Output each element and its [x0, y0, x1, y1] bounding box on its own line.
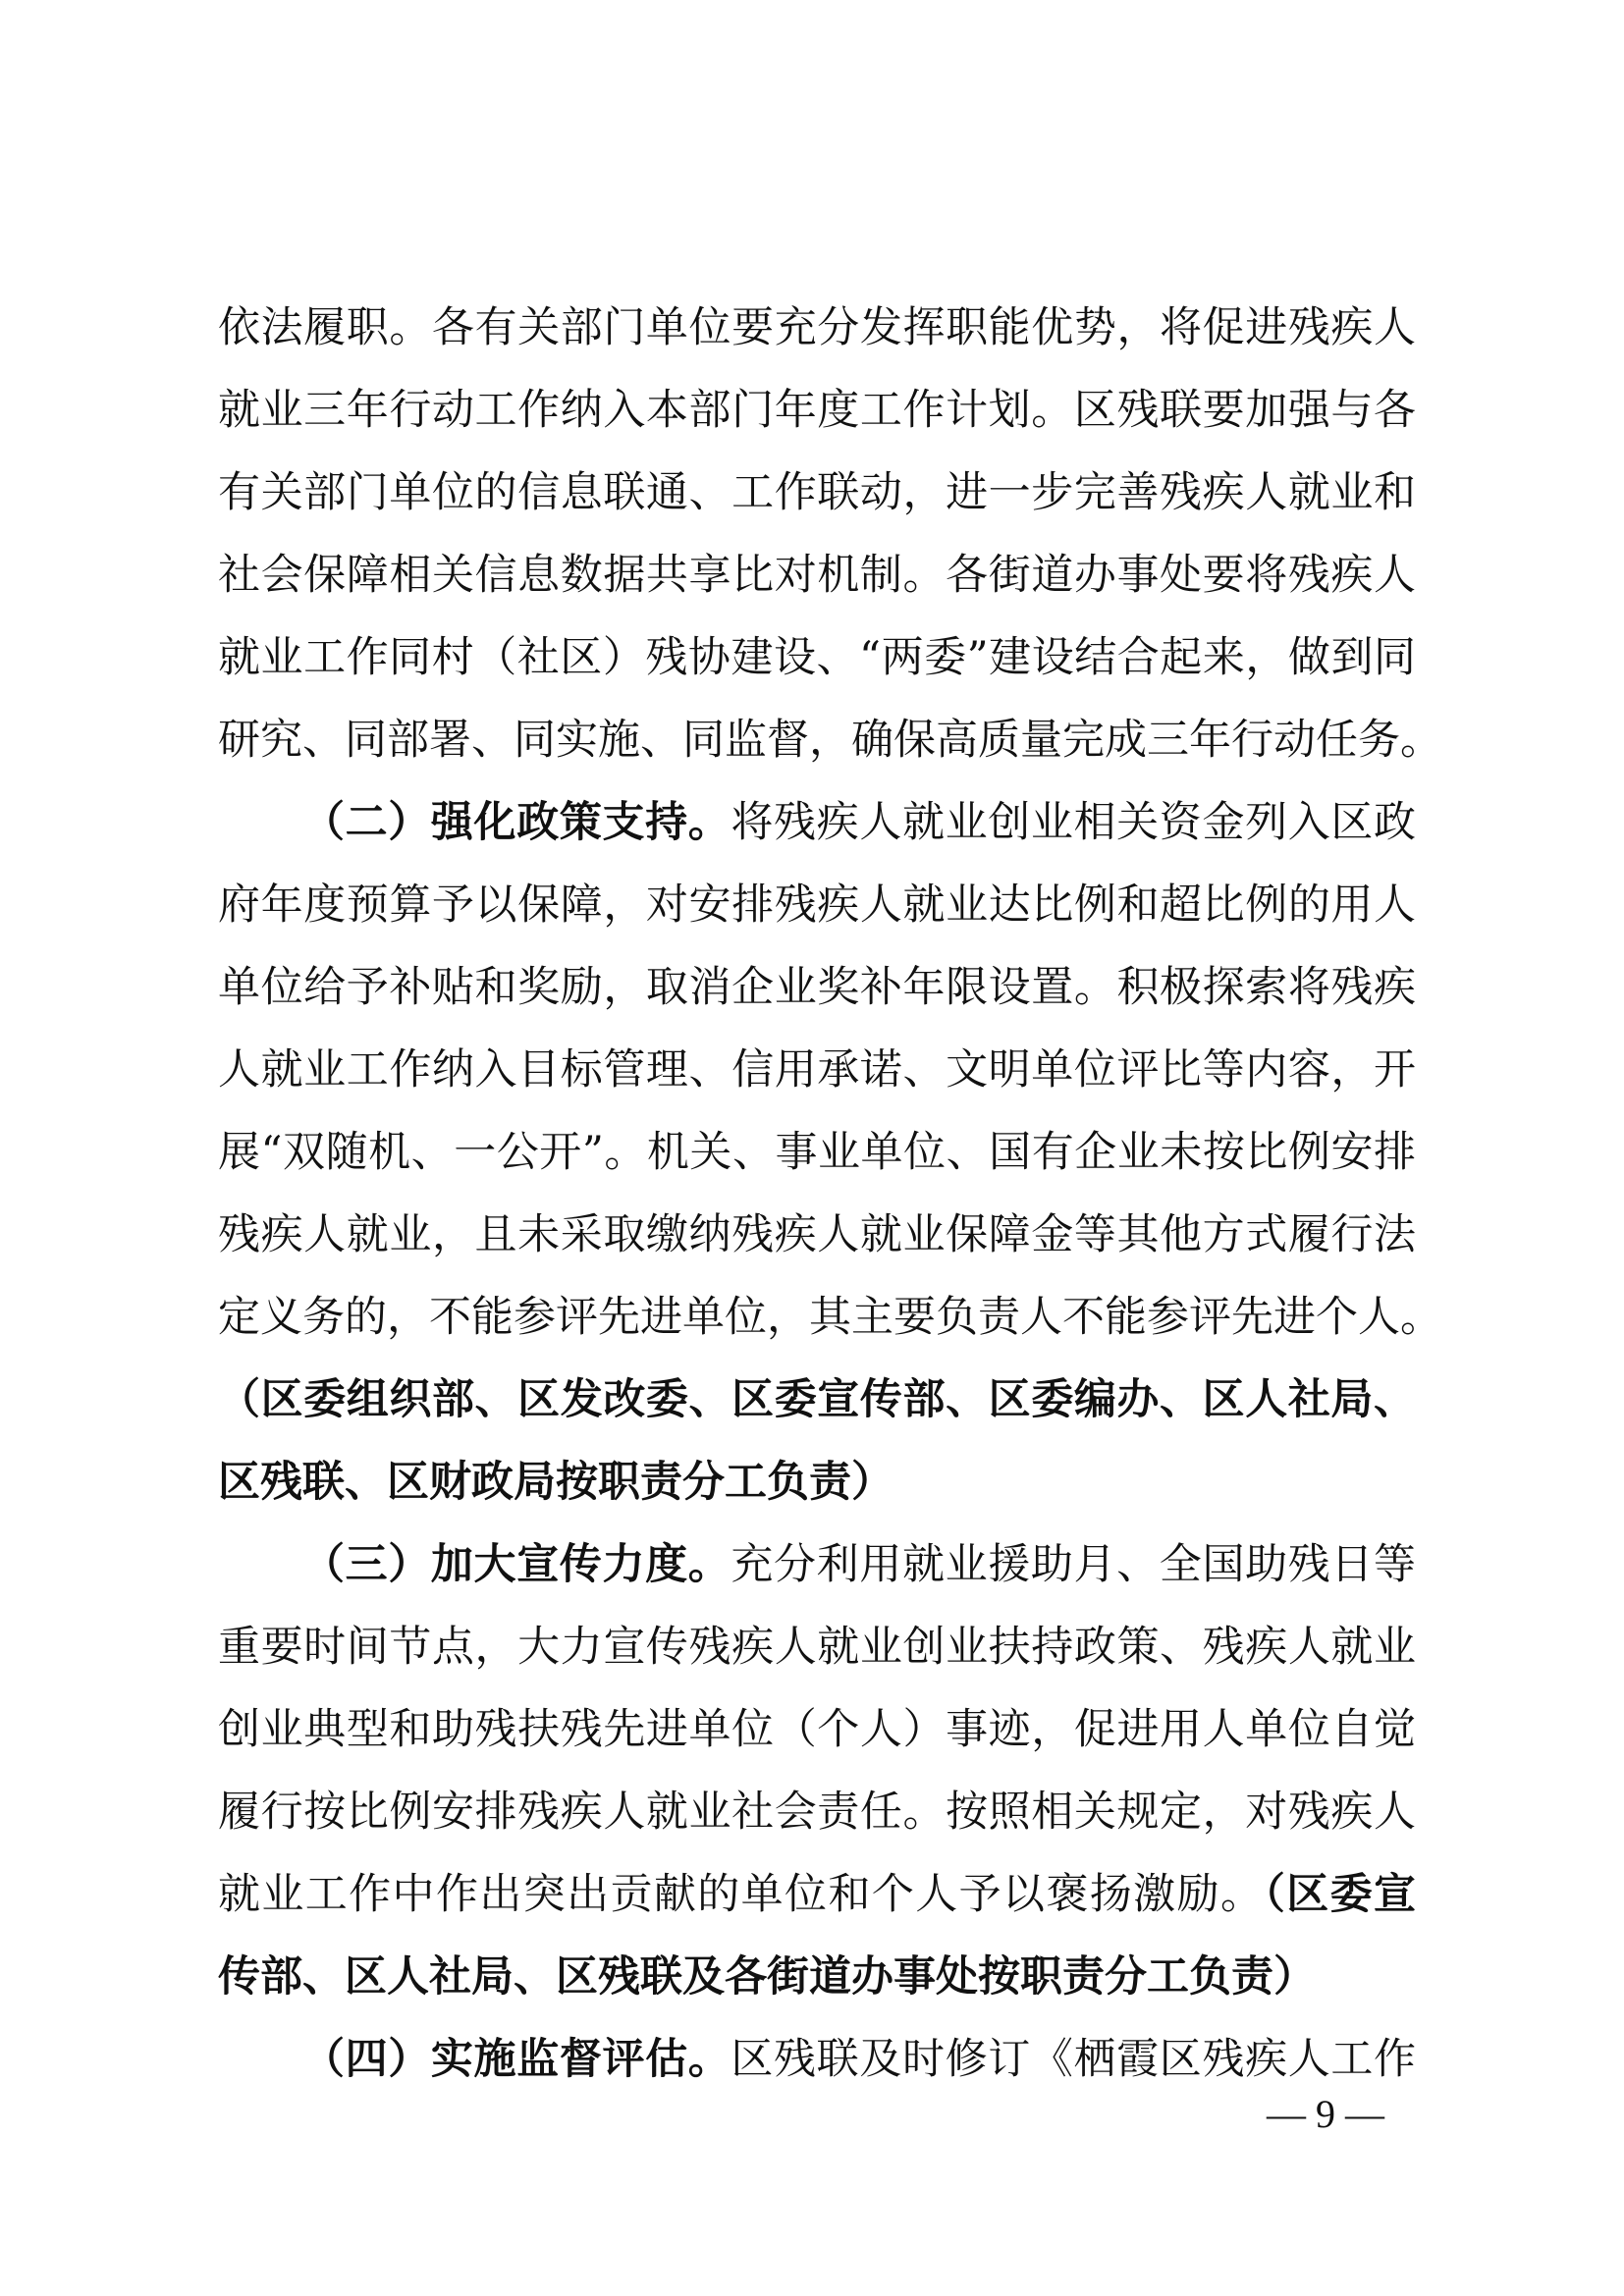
- text-line: [218, 1853, 1416, 1936]
- document-body: [218, 287, 1442, 2101]
- section-heading-line: [218, 2018, 1416, 2101]
- section-heading-4: （四）实施监督评估。: [302, 2035, 731, 2084]
- text-span: 社会保障相关信息数据共享比对机制。各街道办事处要将残疾人: [218, 551, 1416, 600]
- text-span: 履行按比例安排残疾人就业社会责任。按照相关规定，对残疾人: [218, 1788, 1416, 1837]
- text-line: [218, 616, 1416, 699]
- responsibility-note: 传部、区人社局、区残联及各街道办事处按职责分工负责）: [218, 1952, 1316, 2002]
- page-number: — 9 —: [1267, 2092, 1384, 2136]
- text-span: 将残疾人就业创业相关资金列入区政: [731, 798, 1417, 847]
- responsibility-note: （区委组织部、区发改委、区委宣传部、区委编办、区人社局、: [218, 1375, 1416, 1424]
- text-line: [218, 369, 1416, 452]
- text-span: 依法履职。各有关部门单位要充分发挥职能优势，将促进残疾人: [218, 303, 1416, 352]
- section-heading-2: （二）强化政策支持。: [302, 798, 731, 847]
- text-span: 残疾人就业，且未采取缴纳残疾人就业保障金等其他方式履行法: [218, 1210, 1416, 1259]
- responsibility-note: 区残联、区财政局按职责分工负责）: [218, 1458, 893, 1507]
- text-span: 人就业工作纳入目标管理、信用承诺、文明单位评比等内容，开: [218, 1045, 1416, 1095]
- text-span: 有关部门单位的信息联通、工作联动，进一步完善残疾人就业和: [218, 468, 1416, 517]
- text-line: [218, 699, 1442, 781]
- text-line: [218, 1359, 1416, 1441]
- responsibility-note: （区委宣: [1264, 1870, 1417, 1919]
- text-span: 就业工作同村（社区）残协建设、“两委”建设结合起来，做到同: [218, 633, 1416, 682]
- text-line: [218, 946, 1416, 1029]
- text-line: [218, 1771, 1416, 1853]
- text-line: [218, 864, 1416, 946]
- text-span: 就业三年行动工作纳入本部门年度工作计划。区残联要加强与各: [218, 386, 1416, 435]
- text-span: 展“双随机、一公开”。机关、事业单位、国有企业未按比例安排: [218, 1128, 1416, 1177]
- text-line: [218, 1936, 1416, 2018]
- text-line: [218, 287, 1416, 369]
- text-line: [218, 1029, 1416, 1111]
- text-span: 区残联及时修订《栖霞区残疾人工作: [731, 2035, 1417, 2084]
- text-line: [218, 1606, 1416, 1688]
- section-heading-3: （三）加大宣传力度。: [302, 1540, 731, 1589]
- text-span: 充分利用就业援助月、全国助残日等: [731, 1540, 1417, 1589]
- text-line: [218, 1441, 1416, 1523]
- text-line: [218, 534, 1416, 616]
- text-span: 重要时间节点，大力宣传残疾人就业创业扶持政策、残疾人就业: [218, 1623, 1416, 1672]
- text-span: 研究、同部署、同实施、同监督，确保高质量完成三年行动任务。: [218, 716, 1442, 765]
- text-line: [218, 1194, 1416, 1276]
- section-heading-line: [218, 781, 1416, 864]
- text-span: 创业典型和助残扶残先进单位（个人）事迹，促进用人单位自觉: [218, 1705, 1416, 1754]
- text-span: 府年度预算予以保障，对安排残疾人就业达比例和超比例的用人: [218, 881, 1416, 930]
- text-span: 定义务的，不能参评先进单位，其主要负责人不能参评先进个人。: [218, 1293, 1442, 1342]
- text-line: [218, 1688, 1416, 1771]
- text-line: [218, 1276, 1442, 1359]
- text-line: [218, 1111, 1416, 1194]
- text-span: 单位给予补贴和奖励，取消企业奖补年限设置。积极探索将残疾: [218, 963, 1416, 1012]
- text-span: 就业工作中作出突出贡献的单位和个人予以褒扬激励。: [218, 1870, 1265, 1919]
- section-heading-line: [218, 1523, 1416, 1606]
- text-line: [218, 452, 1416, 534]
